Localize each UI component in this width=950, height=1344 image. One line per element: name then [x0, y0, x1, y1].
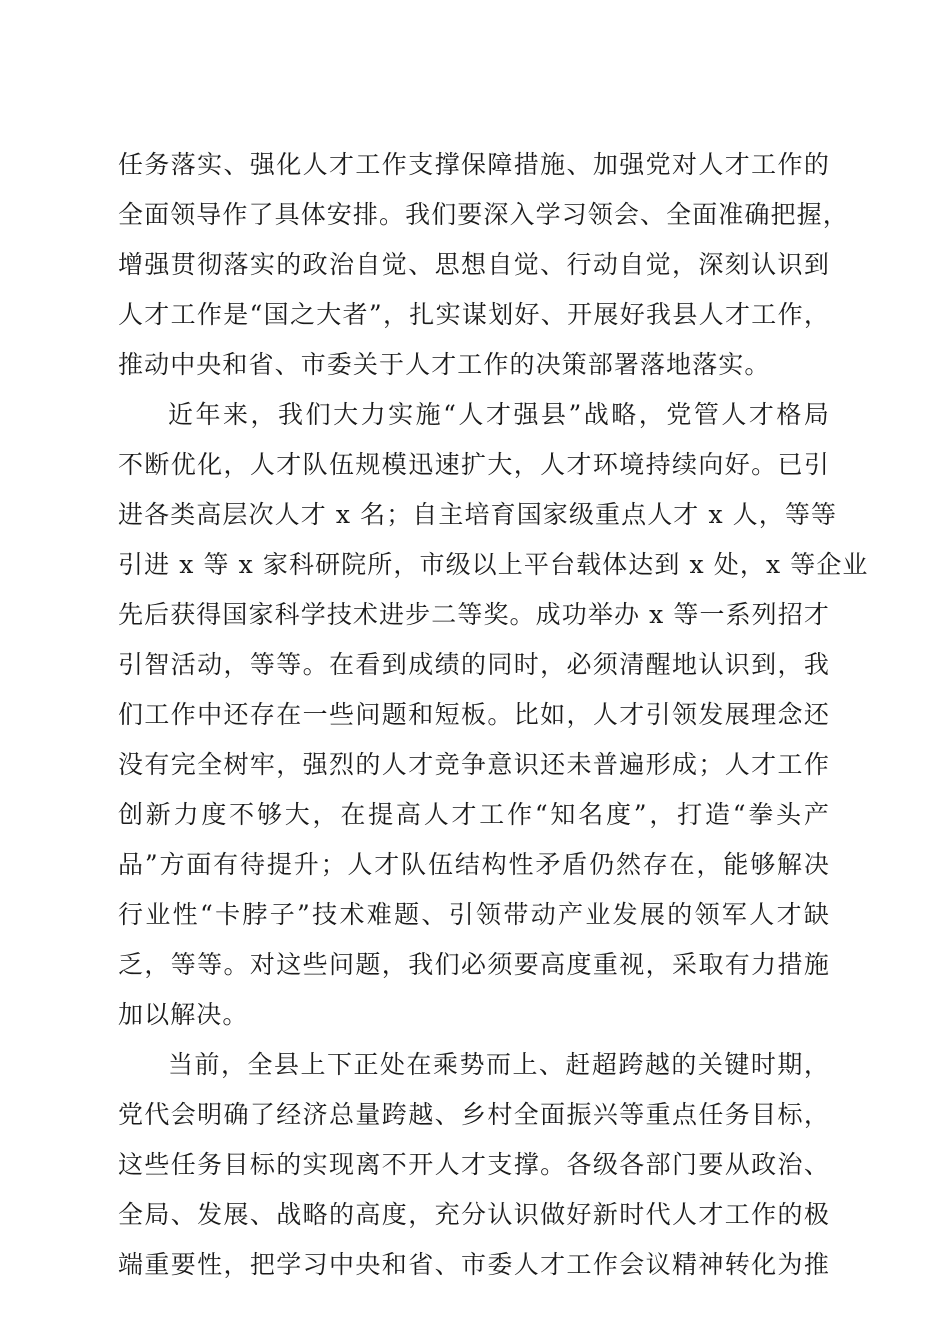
text-line: 推动中央和省、市委关于人才工作的决策部署落地落实。 [118, 350, 771, 379]
text-line: 党代会明确了经济总量跨越、乡村全面振兴等重点任务目标， [118, 1100, 830, 1129]
text-line: 全面领导作了具体安排。我们要深入学习领会、全面准确把握， [118, 200, 849, 229]
text-line: 全局、发展、战略的高度，充分认识做好新时代人才工作的极 [118, 1200, 830, 1229]
text-line: 行业性“卡脖子”技术难题、引领带动产业发展的领军人才缺 [118, 900, 830, 929]
text-line: 当前，全县上下正处在乘势而上、赶超跨越的关键时期， [168, 1050, 830, 1079]
text-line: 这些任务目标的实现离不开人才支撑。各级各部门要从政治、 [118, 1150, 830, 1179]
text-line: 乏，等等。对这些问题，我们必须要高度重视，采取有力措施 [118, 950, 830, 979]
text-line: 端重要性，把学习中央和省、市委人才工作会议精神转化为推 [118, 1250, 830, 1279]
text-line: 近年来，我们大力实施“人才强县”战略，党管人才格局 [168, 400, 830, 429]
text-line: 引智活动，等等。在看到成绩的同时，必须清醒地认识到，我 [118, 650, 830, 679]
paragraph [118, 1040, 830, 1290]
paragraph [118, 140, 849, 390]
text-line: 们工作中还存在一些问题和短板。比如，人才引领发展理念还 [118, 700, 830, 729]
text-line: 先后获得国家科学技术进步二等奖。成功举办 x 等一系列招才 [118, 600, 830, 629]
text-line: 没有完全树牢，强烈的人才竞争意识还未普遍形成；人才工作 [118, 750, 830, 779]
text-line: 进各类高层次人才 x 名；自主培育国家级重点人才 x 人，等等 [118, 500, 838, 529]
text-line: 品”方面有待提升；人才队伍结构性矛盾仍然存在，能够解决 [118, 850, 830, 879]
paragraph [118, 390, 869, 1040]
text-line: 任务落实、强化人才工作支撑保障措施、加强党对人才工作的 [118, 150, 830, 179]
text-line: 引进 x 等 x 家科研院所，市级以上平台载体达到 x 处，x 等企业 [118, 550, 869, 579]
text-line: 人才工作是“国之大者”，扎实谋划好、开展好我县人才工作， [118, 300, 830, 329]
body-text [118, 140, 869, 1290]
text-line: 创新力度不够大，在提高人才工作“知名度”，打造“拳头产 [118, 800, 830, 829]
text-line: 加以解决。 [118, 1000, 249, 1029]
text-line: 不断优化，人才队伍规模迅速扩大，人才环境持续向好。已引 [118, 450, 830, 479]
text-line: 增强贯彻落实的政治自觉、思想自觉、行动自觉，深刻认识到 [118, 250, 830, 279]
